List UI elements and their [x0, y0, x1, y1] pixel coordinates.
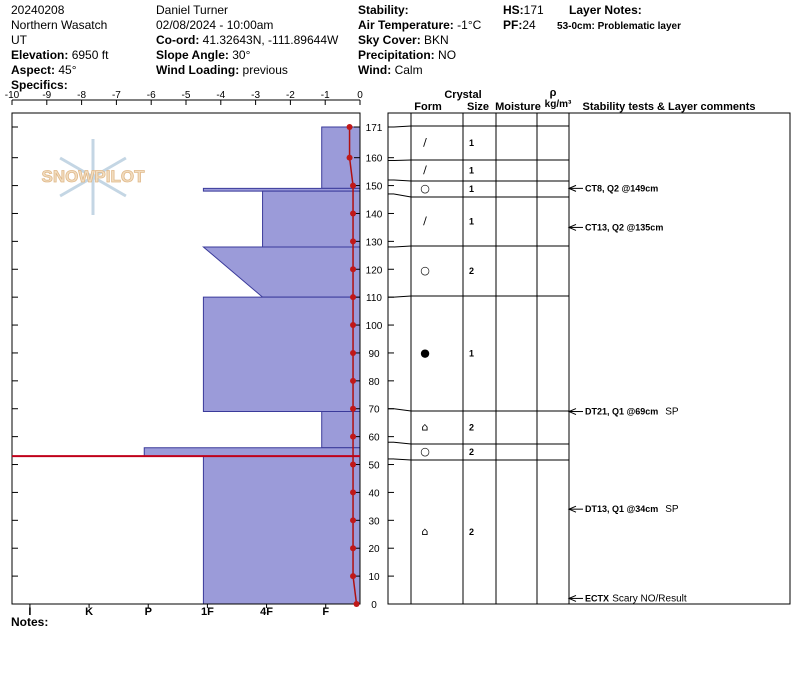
- hardness-tick-label: P: [144, 606, 152, 618]
- temperature-point: [350, 238, 356, 244]
- boundary-connector: [394, 194, 411, 197]
- grain-size: 1: [469, 138, 475, 148]
- temperature-point: [350, 406, 356, 412]
- grain-form-symbol: /: [423, 214, 427, 228]
- height-tick-label: 100: [365, 321, 383, 333]
- watermark-text: SNOWPILOT: [41, 167, 145, 186]
- penetration-foot: PF:24 53-0cm: Problematic layer: [503, 18, 681, 32]
- temperature-tick-label: 0: [357, 90, 363, 101]
- grain-size: 1: [469, 184, 475, 194]
- test-label: ECTX: [585, 593, 610, 604]
- temperature-tick-label: -6: [146, 90, 156, 101]
- test-extra: SP: [665, 504, 679, 516]
- temperature-tick-label: -3: [251, 90, 261, 101]
- temperature-point: [350, 434, 356, 440]
- grain-form-symbol: ○: [420, 445, 430, 458]
- observer: Daniel Turner: [156, 3, 229, 17]
- sky-cover: Sky Cover: BKN: [358, 33, 449, 47]
- wind-loading: Wind Loading: previous: [156, 63, 288, 77]
- snow-height: HS:171 Layer Notes:: [503, 3, 642, 17]
- coordinates: Co-ord: 41.32643N, -111.89644W: [156, 33, 339, 47]
- temperature-point: [350, 462, 356, 468]
- temperature-tick-label: -10: [4, 90, 20, 101]
- grain-form-symbol: ⌂: [421, 420, 429, 434]
- hardness-segment-5: [322, 412, 360, 448]
- temperature-point: [350, 573, 356, 579]
- header-comments: Stability tests & Layer comments: [582, 101, 756, 113]
- grain-form-symbol: ○: [420, 264, 430, 277]
- obs-datetime: 02/08/2024 - 10:00am: [156, 18, 274, 32]
- grain-size: 1: [469, 165, 475, 176]
- grain-form-symbol: ●: [420, 346, 430, 360]
- height-tick-label: 160: [365, 153, 383, 165]
- temperature-point: [350, 294, 356, 300]
- boundary-connector: [394, 246, 411, 247]
- header-size: Size: [466, 101, 490, 113]
- grain-form-symbol: ○: [420, 182, 430, 195]
- boundary-connector: [394, 180, 411, 181]
- grain-form-symbol: /: [423, 136, 427, 149]
- elevation: Elevation: 6950 ft: [11, 48, 109, 62]
- temperature-point: [350, 517, 356, 523]
- test-label: CT8, Q2 @149cm: [585, 183, 659, 194]
- temperature-tick-label: -9: [42, 90, 52, 101]
- hardness-tick-label: F: [322, 606, 330, 618]
- height-tick-label: 150: [365, 181, 383, 193]
- test-label: DT21, Q1 @69cm: [585, 406, 659, 417]
- layer-note: 53-0cm: Problematic layer: [557, 21, 681, 32]
- hardness-segment-4: [203, 297, 360, 411]
- temperature-point: [350, 545, 356, 551]
- grain-form-symbol: ⌂: [421, 525, 429, 538]
- height-tick-label: 30: [368, 516, 380, 528]
- hardness-segment-7: [203, 456, 360, 604]
- grain-size: 2: [469, 266, 475, 276]
- boundary-connector: [394, 409, 411, 411]
- temperature-point: [350, 322, 356, 328]
- slope-angle: Slope Angle: 30°: [156, 48, 251, 62]
- hardness-tick-label: K: [85, 606, 94, 618]
- temperature-tick-label: -4: [216, 90, 226, 101]
- temperature-point: [350, 489, 356, 495]
- header-moisture: Moisture: [495, 101, 541, 113]
- obs-date: 20240208: [11, 3, 65, 17]
- grain-size: 1: [469, 348, 475, 359]
- notes-label: Notes:: [11, 615, 49, 629]
- region: Northern Wasatch: [11, 18, 108, 32]
- hardness-segment-6: [144, 448, 360, 456]
- header-crystal: Crystal: [444, 89, 482, 101]
- hardness-tick-label: I: [28, 606, 32, 618]
- boundary-connector: [394, 442, 411, 444]
- temperature-point: [350, 266, 356, 272]
- aspect: Aspect: 45°: [11, 63, 77, 77]
- height-tick-label: 171: [365, 123, 383, 134]
- state: UT: [11, 33, 27, 47]
- height-tick-label: 90: [368, 348, 380, 360]
- header-rho: ρ: [549, 87, 557, 99]
- grain-size: 2: [469, 527, 475, 537]
- hardness-segment-3: [203, 247, 360, 297]
- temperature-point: [350, 210, 356, 216]
- height-tick-label: 40: [368, 488, 380, 500]
- height-tick-label: 0: [371, 600, 377, 611]
- header-form: Form: [414, 101, 442, 113]
- temperature-point: [347, 124, 353, 130]
- grain-form-symbol: /: [423, 163, 427, 177]
- temperature-tick-label: -7: [111, 90, 121, 101]
- height-tick-label: 120: [365, 265, 383, 277]
- height-tick-label: 60: [368, 432, 380, 444]
- wind: Wind: Calm: [358, 63, 423, 77]
- test-label: CT13, Q2 @135cm: [585, 222, 664, 233]
- stability: Stability:: [358, 3, 409, 17]
- layer-notes-label: Layer Notes:: [569, 3, 642, 17]
- precipitation: Precipitation: NO: [358, 48, 457, 62]
- hardness-tick-label: 1F: [200, 606, 214, 618]
- temperature-point: [350, 378, 356, 384]
- height-tick-label: 20: [368, 544, 380, 556]
- height-tick-label: 70: [368, 404, 380, 416]
- temperature-tick-label: -8: [77, 90, 87, 101]
- grain-size: 2: [469, 422, 475, 433]
- test-extra: Scary NO/Result: [612, 593, 687, 605]
- temperature-tick-label: -5: [181, 90, 191, 101]
- height-tick-label: 10: [368, 572, 380, 584]
- test-label: DT13, Q1 @34cm: [585, 504, 659, 515]
- hardness-segment-2: [263, 191, 360, 247]
- temperature-point: [347, 155, 353, 161]
- height-tick-label: 110: [366, 293, 382, 305]
- temperature-point: [350, 350, 356, 356]
- boundary-connector: [394, 459, 411, 460]
- temperature-point: [350, 183, 356, 189]
- boundary-connector: [394, 296, 411, 297]
- temperature-tick-label: -1: [320, 90, 330, 101]
- temperature-point: [354, 601, 360, 607]
- header-density-unit: kg/m³: [544, 99, 572, 110]
- height-tick-label: 140: [365, 209, 383, 221]
- grain-size: 2: [469, 447, 475, 457]
- height-tick-label: 50: [368, 460, 380, 472]
- air-temperature: Air Temperature: -1°C: [358, 18, 482, 32]
- grain-size: 1: [469, 216, 475, 227]
- hardness-tick-label: 4F: [260, 606, 273, 618]
- boundary-connector: [394, 126, 411, 127]
- test-extra: SP: [665, 406, 679, 418]
- specifics: Specifics:: [11, 78, 68, 92]
- height-tick-label: 80: [368, 376, 380, 388]
- temperature-tick-label: -2: [285, 90, 295, 101]
- height-tick-label: 130: [365, 237, 383, 249]
